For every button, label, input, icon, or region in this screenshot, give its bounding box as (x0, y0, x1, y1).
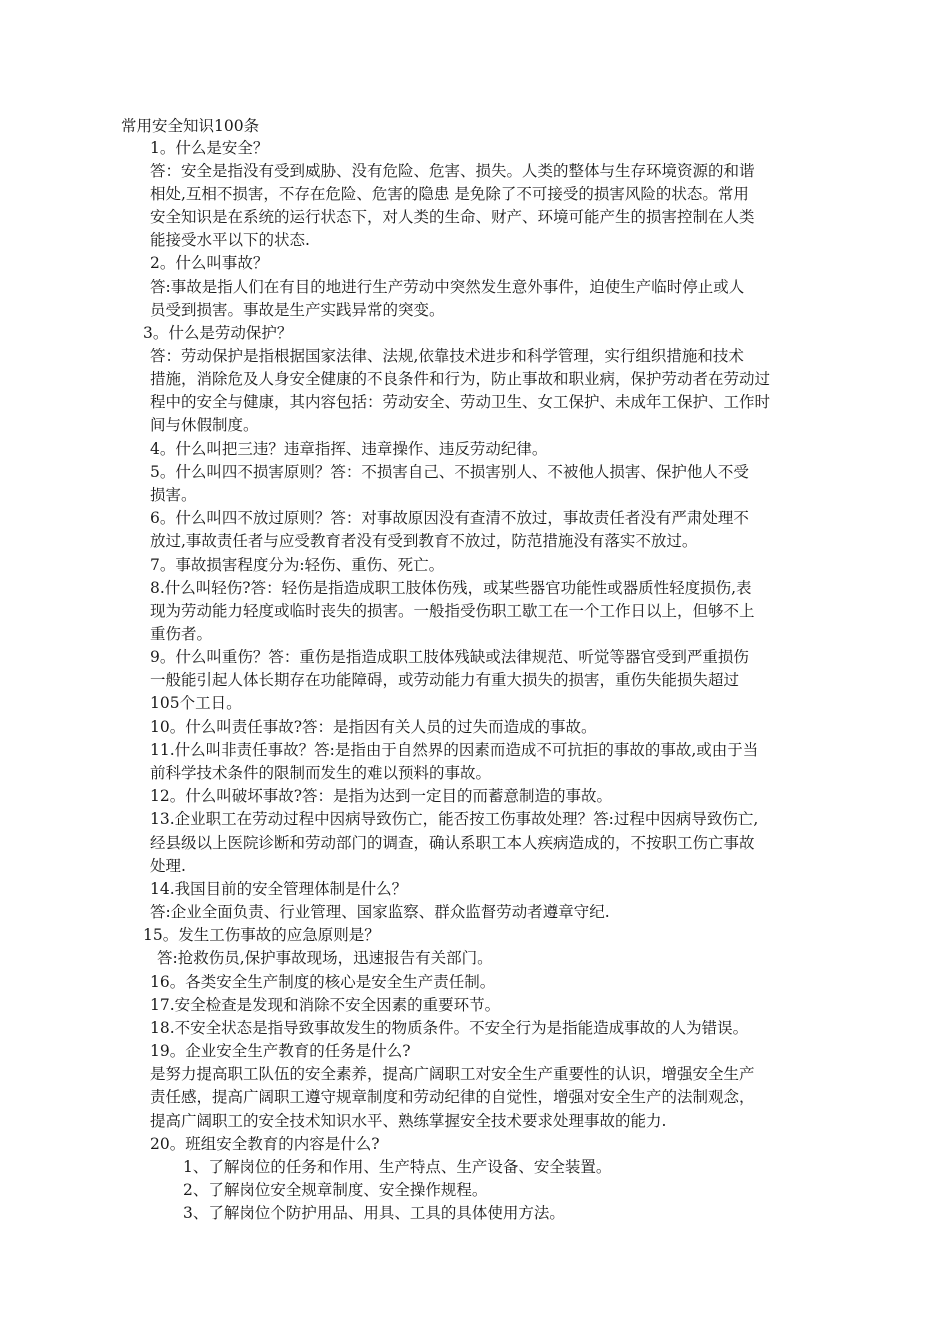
text-line: 放过,事故责任者与应受教育者没有受到教育不放过，防范措施没有落实不放过。 (150, 532, 698, 550)
text-line: 18.不安全状态是指导致事故发生的物质条件。不安全行为是指能造成事故的人为错误。 (150, 1019, 749, 1037)
text-line: 19。企业安全生产教育的任务是什么? (150, 1042, 411, 1060)
text-line: 13.企业职工在劳动过程中因病导致伤亡，能否按工伤事故处理？答:过程中因病导致伤亡, (150, 810, 759, 828)
text-line: 责任感，提高广阔职工遵守规章制度和劳动纪律的自觉性，增强对安全生产的法制观念， (150, 1088, 755, 1106)
text-line: 现为劳动能力轻度或临时丧失的损害。一般指受伤职工歇工在一个工作日以上，但够不上 (150, 602, 755, 620)
text-line: 答:抢救伤员,保护事故现场，迅速报告有关部门。 (157, 949, 493, 967)
text-line: 3。什么是劳动保护？ (143, 324, 293, 342)
text-line: 20。班组安全教育的内容是什么? (150, 1135, 380, 1153)
text-line: 2、了解岗位安全规章制度、安全操作规程。 (183, 1181, 488, 1199)
text-line: 5。什么叫四不损害原则？答：不损害自己、不损害别人、不被他人损害、保护他人不受 (150, 463, 749, 481)
text-line: 程中的安全与健康，其内容包括：劳动安全、劳动卫生、女工保护、未成年工保护、工作时 (150, 393, 771, 411)
text-line: 重伤者。 (150, 625, 213, 643)
text-line: 答:事故是指人们在有目的地进行生产劳动中突然发生意外事件，迫使生产临时停止或人 (150, 278, 745, 296)
text-line: 答:企业全面负责、行业管理、国家监察、群众监督劳动者遵章守纪. (150, 903, 610, 921)
text-line: 处理. (150, 857, 186, 875)
text-line: 11.什么叫非责任事故？答:是指由于自然界的因素而造成不可抗拒的事故的事故,或由于当 (150, 741, 759, 759)
text-line: 6。什么叫四不放过原则？答：对事故原因没有查清不放过，事故责任者没有严肃处理不 (150, 509, 749, 527)
text-line: 相处,互相不损害，不存在危险、危害的隐患 是免除了不可接受的损害风险的状态。常用 (150, 185, 749, 203)
text-line: 17.安全检查是发现和消除不安全因素的重要环节。 (150, 996, 501, 1014)
text-line: 提高广阔职工的安全技术知识水平、熟练掌握安全技术要求处理事故的能力. (150, 1112, 667, 1130)
document-title: 常用安全知识100条 (121, 117, 260, 135)
text-line: 一般能引起人体长期存在功能障碍，或劳动能力有重大损失的损害，重伤失能损失超过 (150, 671, 740, 689)
text-line: 9。什么叫重伤？答：重伤是指造成职工肢体残缺或法律规范、听觉等器官受到严重损伤 (150, 648, 749, 666)
text-line: 4。什么叫把三违？违章指挥、违章操作、违反劳动纪律。 (150, 440, 548, 458)
text-line: 16。各类安全生产制度的核心是安全生产责任制。 (150, 973, 496, 991)
text-line: 14.我国目前的安全管理体制是什么？ (150, 880, 408, 898)
text-line: 间与休假制度。 (150, 416, 259, 434)
text-line: 措施，消除危及人身安全健康的不良条件和行为，防止事故和职业病，保护劳动者在劳动过 (150, 370, 771, 388)
text-line: 损害。 (150, 486, 197, 504)
text-line: 答：劳动保护是指根据国家法律、法规,依靠技术进步和科学管理，实行组织措施和技术 (150, 347, 744, 365)
text-line: 7。事故损害程度分为:轻伤、重伤、死亡。 (150, 556, 445, 574)
text-line: 1。什么是安全？ (150, 139, 269, 157)
text-line: 105个工日。 (150, 694, 242, 712)
text-line: 12。什么叫破坏事故?答：是指为达到一定目的而蓄意制造的事故。 (150, 787, 613, 805)
text-line: 答：安全是指没有受到威胁、没有危险、危害、损失。人类的整体与生存环境资源的和谐 (150, 162, 755, 180)
text-line: 前科学技术条件的限制而发生的难以预料的事故。 (150, 764, 492, 782)
text-line: 1、了解岗位的任务和作用、生产特点、生产设备、安全装置。 (183, 1158, 612, 1176)
text-line: 15。发生工伤事故的应急原则是？ (143, 926, 380, 944)
text-line: 是努力提高职工队伍的安全素养，提高广阔职工对安全生产重要性的认识，增强安全生产 (150, 1065, 755, 1083)
text-line: 经县级以上医院诊断和劳动部门的调查，确认系职工本人疾病造成的，不按职工伤亡事故 (150, 834, 755, 852)
text-line: 8.什么叫轻伤?答：轻伤是指造成职工肢体伤残，或某些器官功能性或器质性轻度损伤,表 (150, 579, 752, 597)
text-line: 安全知识是在系统的运行状态下，对人类的生命、财产、环境可能产生的损害控制在人类 (150, 208, 755, 226)
text-line: 员受到损害。事故是生产实践异常的突变。 (150, 301, 445, 319)
text-line: 3、了解岗位个防护用品、用具、工具的具体使用方法。 (183, 1204, 565, 1222)
text-line: 10。什么叫责任事故?答：是指因有关人员的过失而造成的事故。 (150, 718, 597, 736)
text-line: 能接受水平以下的状态. (150, 231, 310, 249)
text-line: 2。什么叫事故？ (150, 254, 269, 272)
